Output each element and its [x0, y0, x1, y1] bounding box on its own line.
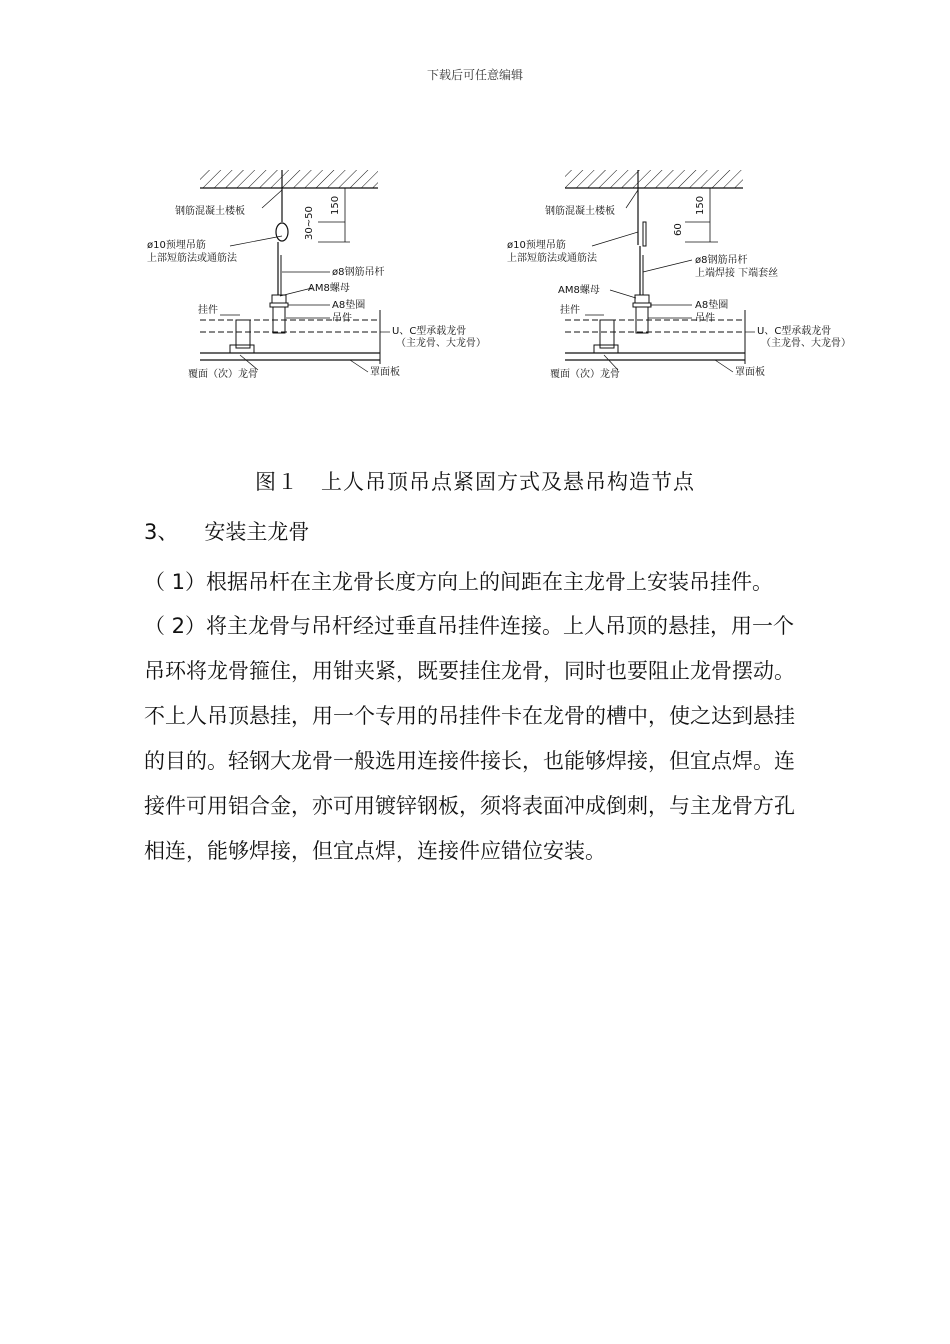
label-cover-keel: 覆面（次）龙骨 [188, 369, 258, 380]
section-number: 3、 [144, 520, 179, 544]
label-hanger: 吊件 [695, 313, 715, 324]
label-washer: A8垫圈 [695, 300, 729, 311]
label-slab: 钢筋混凝土楼板 [175, 206, 245, 217]
slab-hatch [200, 170, 378, 188]
label-embed-method: 上部短筋法或通筋法 [147, 253, 237, 264]
paragraph-1: （ 1）根据吊杆在主龙骨长度方向上的间距在主龙骨上安装吊挂件。 [144, 570, 774, 594]
label-embed: ø10预埋吊筋 [147, 240, 206, 251]
dim-60: 60 [673, 223, 684, 236]
figure-caption: 图１ 上人吊顶吊点紧固方式及悬吊构造节点 [255, 470, 695, 494]
label-washer: A8垫圈 [332, 300, 366, 311]
right-detail [507, 170, 851, 380]
label-rod-note: 上端焊接 下端套丝 [695, 268, 779, 279]
dim-150: 150 [330, 195, 341, 215]
paragraph-2: （ 2）将主龙骨与吊杆经过垂直吊挂件连接。上人吊顶的悬挂，用一个吊环将龙骨箍住，用钳夹紧，既要挂住龙骨，同时也要阻止龙骨摆动。不上人吊顶悬挂，用一个专用的吊挂件卡在龙骨的槽中，使之达到悬挂的目的。轻钢大龙骨一般选用连接件接长，也能够焊接，但宜点焊。连接件可用铝合金，亦可用镀锌钢板，须将表面冲成倒刺，与主龙骨方孔相连，能够焊接，但宜点焊，连接件应错位安装。 [144, 614, 795, 863]
slab-hatch [565, 170, 743, 188]
label-rod: ø8钢筋吊杆 [695, 255, 748, 266]
label-main-keel-note: （主龙骨、大龙骨） [396, 338, 486, 349]
label-cover-keel: 覆面（次）龙骨 [550, 369, 620, 380]
label-slab: 钢筋混凝土楼板 [545, 206, 615, 217]
label-nut: AM8螺母 [558, 285, 600, 296]
label-main-keel: U、C型承载龙骨 [392, 326, 467, 337]
construction-figure [140, 160, 880, 400]
label-panel: 罩面板 [370, 367, 400, 378]
label-hanger: 吊件 [332, 313, 352, 324]
label-rod: ø8钢筋吊杆 [332, 267, 385, 278]
dim-150: 150 [695, 195, 706, 215]
dim-30-50: 30~50 [304, 206, 315, 240]
ceiling-hanger-diagram [140, 160, 880, 400]
label-embed: ø10预埋吊筋 [507, 240, 566, 251]
label-clip: 挂件 [198, 305, 218, 316]
section-title: 安装主龙骨 [204, 520, 310, 544]
label-nut: AM8螺母 [308, 283, 350, 294]
label-embed-method: 上部短筋法或通筋法 [507, 253, 597, 264]
header-note: 下载后可任意编辑 [426, 68, 523, 82]
hook-ring [276, 223, 288, 241]
label-clip: 挂件 [560, 305, 580, 316]
label-main-keel-note: （主龙骨、大龙骨） [761, 338, 851, 349]
section-heading [144, 516, 309, 546]
label-main-keel: U、C型承载龙骨 [757, 326, 832, 337]
left-detail [147, 170, 486, 380]
label-panel: 罩面板 [735, 367, 765, 378]
